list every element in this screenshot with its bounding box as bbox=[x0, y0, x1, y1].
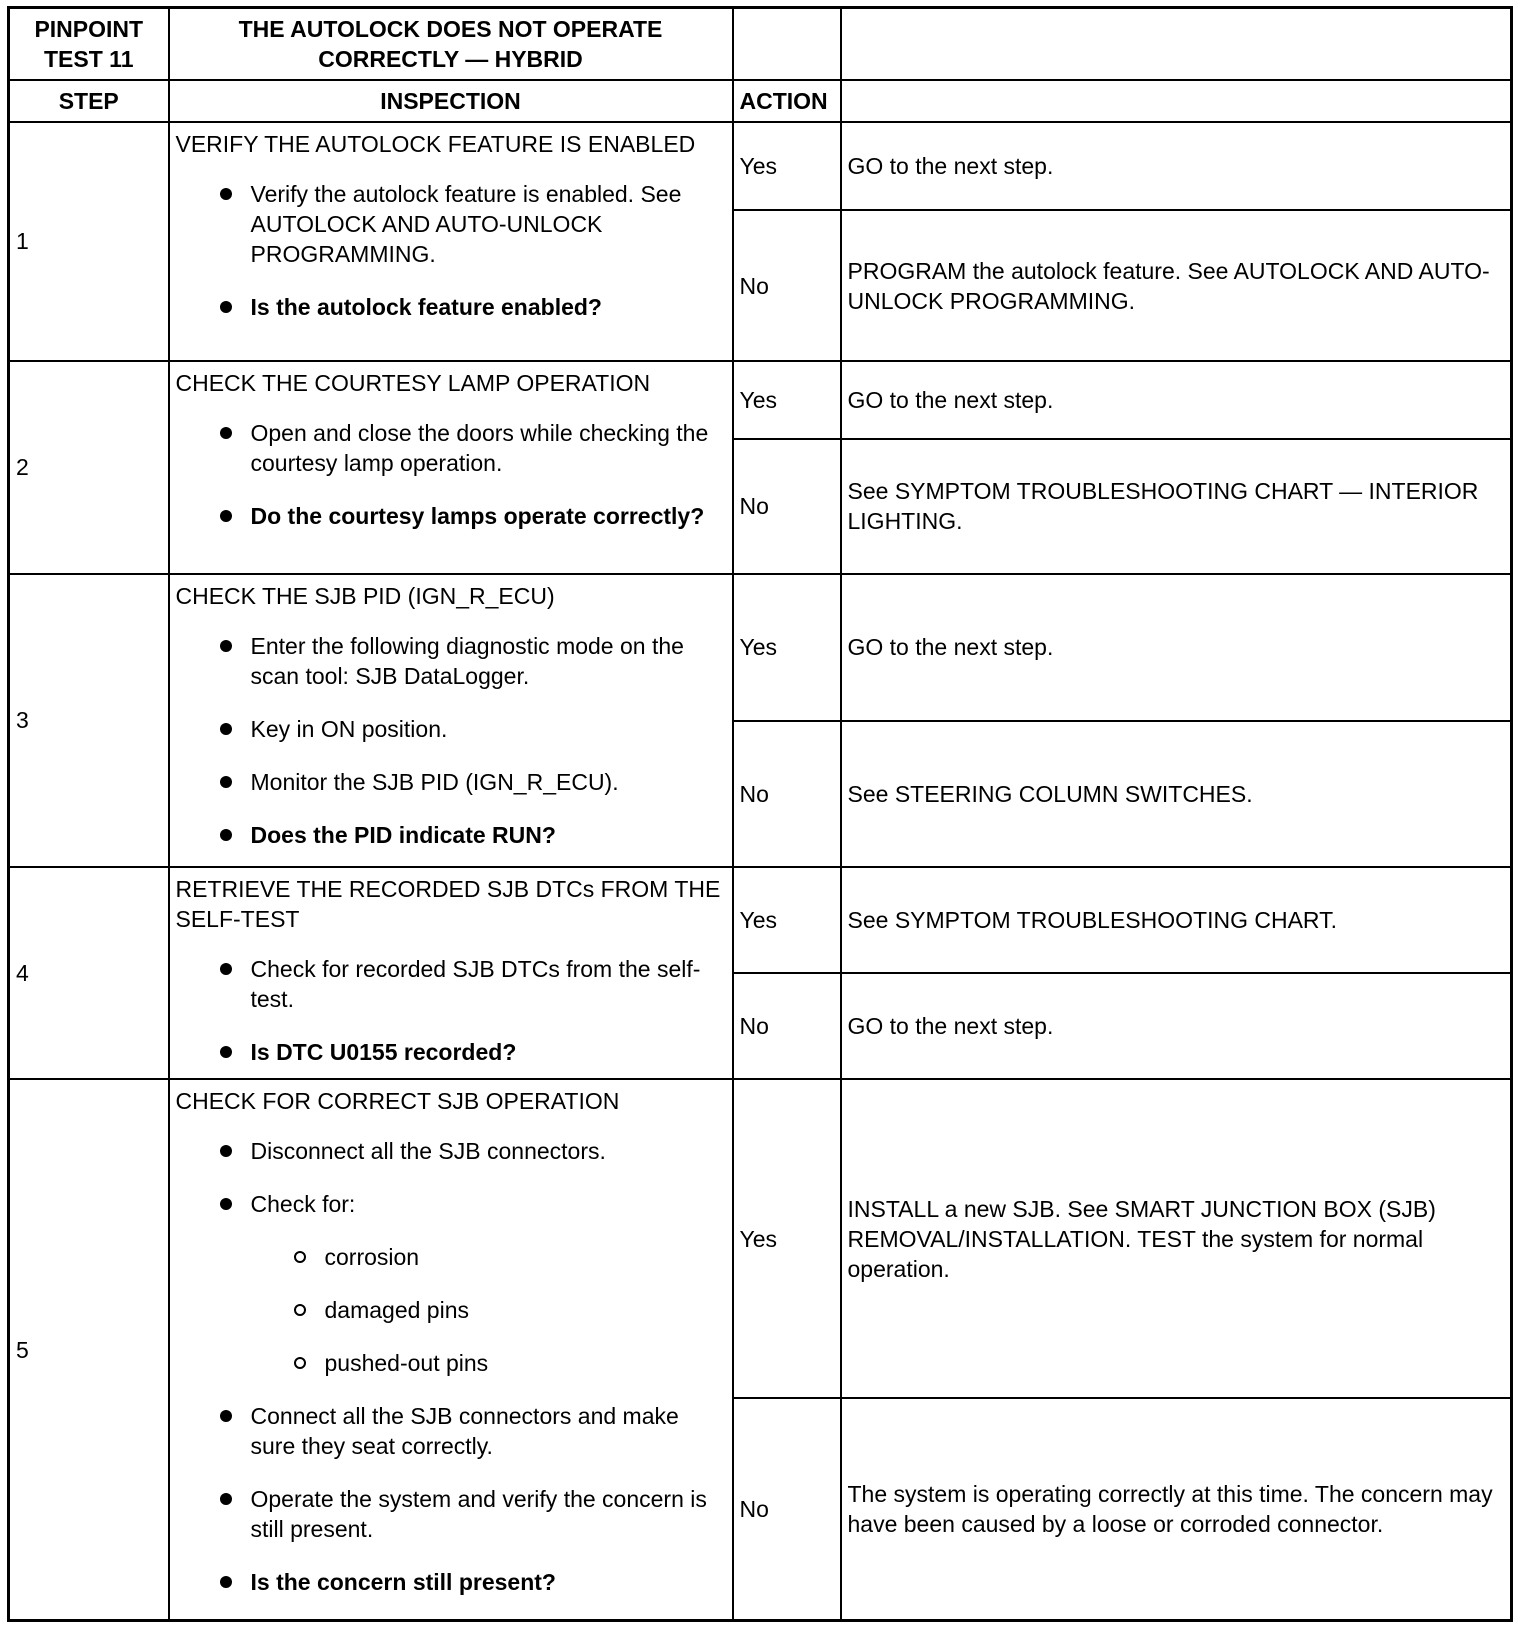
inspection-cell bbox=[169, 867, 733, 1079]
bullet-item: Connect all the SJB connectors and make sure they seat correctly. bbox=[220, 1401, 726, 1461]
title-blank-cell bbox=[733, 8, 841, 80]
question-item: Does the PID indicate RUN? bbox=[220, 820, 726, 850]
bullet-list bbox=[176, 418, 726, 531]
yes-action: GO to the next step. bbox=[841, 361, 1512, 439]
bullet-text: Check for: bbox=[250, 1191, 356, 1218]
yes-label: Yes bbox=[733, 867, 841, 973]
sub-bullet-item: pushed-out pins bbox=[294, 1348, 726, 1378]
bullet-item: Operate the system and verify the concern is still present. bbox=[220, 1484, 726, 1544]
bullet-item: Verify the autolock feature is enabled. See AUTOLOCK AND AUTO-UNLOCK PROGRAMMING. bbox=[220, 179, 726, 269]
step-title: CHECK THE COURTESY LAMP OPERATION bbox=[175, 370, 651, 397]
no-label: No bbox=[733, 210, 841, 361]
column-header-row bbox=[9, 80, 1512, 122]
no-label: No bbox=[733, 721, 841, 867]
bullet-list bbox=[176, 179, 726, 322]
no-action: See STEERING COLUMN SWITCHES. bbox=[841, 721, 1512, 867]
bullet-item: Disconnect all the SJB connectors. bbox=[220, 1136, 726, 1166]
sub-bullet-list bbox=[251, 1242, 726, 1378]
title-row bbox=[9, 8, 1512, 80]
bullet-item: Check for recorded SJB DTCs from the self-test. bbox=[220, 954, 726, 1014]
no-action: See SYMPTOM TROUBLESHOOTING CHART — INTERIOR LIGHTING. bbox=[841, 439, 1512, 573]
step-row bbox=[9, 574, 1512, 721]
sub-bullet-item: damaged pins bbox=[294, 1295, 726, 1325]
test-title: THE AUTOLOCK DOES NOT OPERATE CORRECTLY — HYBRID bbox=[169, 8, 733, 80]
question-item: Is the concern still present? bbox=[220, 1567, 726, 1597]
step-row bbox=[9, 122, 1512, 210]
bullet-list bbox=[176, 1136, 726, 1597]
bullet-item: Key in ON position. bbox=[220, 714, 726, 744]
action-column-header: ACTION bbox=[733, 80, 841, 122]
yes-action: See SYMPTOM TROUBLESHOOTING CHART. bbox=[841, 867, 1512, 973]
inspection-cell bbox=[169, 574, 733, 868]
no-action: PROGRAM the autolock feature. See AUTOLOCK AND AUTO-UNLOCK PROGRAMMING. bbox=[841, 210, 1512, 361]
yes-label: Yes bbox=[733, 122, 841, 210]
step-title: CHECK FOR CORRECT SJB OPERATION bbox=[175, 1088, 620, 1115]
yes-label: Yes bbox=[733, 1079, 841, 1398]
yes-action: GO to the next step. bbox=[841, 122, 1512, 210]
pinpoint-label: PINPOINT TEST 11 bbox=[9, 8, 169, 80]
step-number: 5 bbox=[9, 1079, 169, 1620]
no-label: No bbox=[733, 1398, 841, 1621]
step-number: 1 bbox=[9, 122, 169, 361]
step-row bbox=[9, 361, 1512, 439]
step-number: 2 bbox=[9, 361, 169, 573]
step-column-header: STEP bbox=[9, 80, 169, 122]
inspection-column-header: INSPECTION bbox=[169, 80, 733, 122]
step-number: 3 bbox=[9, 574, 169, 868]
no-label: No bbox=[733, 439, 841, 573]
no-action: The system is operating correctly at this time. The concern may have been caused by a loose or corroded connector. bbox=[841, 1398, 1512, 1621]
yes-action: INSTALL a new SJB. See SMART JUNCTION BOX (SJB) REMOVAL/INSTALLATION. TEST the system for normal operation. bbox=[841, 1079, 1512, 1398]
step-number: 4 bbox=[9, 867, 169, 1079]
header-blank-cell bbox=[841, 80, 1512, 122]
pinpoint-test-table bbox=[7, 6, 1513, 1622]
bullet-list bbox=[176, 631, 726, 850]
title-blank-cell bbox=[841, 8, 1512, 80]
step-title: VERIFY THE AUTOLOCK FEATURE IS ENABLED bbox=[175, 130, 696, 157]
yes-action: GO to the next step. bbox=[841, 574, 1512, 721]
question-item: Do the courtesy lamps operate correctly? bbox=[220, 501, 726, 531]
inspection-cell bbox=[169, 122, 733, 361]
yes-label: Yes bbox=[733, 574, 841, 721]
inspection-cell bbox=[169, 1079, 733, 1620]
no-action: GO to the next step. bbox=[841, 973, 1512, 1079]
yes-label: Yes bbox=[733, 361, 841, 439]
bullet-item-check-for bbox=[220, 1189, 726, 1378]
bullet-item: Open and close the doors while checking the courtesy lamp operation. bbox=[220, 418, 726, 478]
step-title: CHECK THE SJB PID (IGN_R_ECU) bbox=[175, 582, 555, 609]
question-item: Is DTC U0155 recorded? bbox=[220, 1037, 726, 1067]
step-title: RETRIEVE THE RECORDED SJB DTCs FROM THE SELF-TEST bbox=[175, 876, 721, 933]
step-row bbox=[9, 1079, 1512, 1398]
bullet-list bbox=[176, 954, 726, 1067]
bullet-item: Monitor the SJB PID (IGN_R_ECU). bbox=[220, 767, 726, 797]
sub-bullet-item: corrosion bbox=[294, 1242, 726, 1272]
inspection-cell bbox=[169, 361, 733, 573]
no-label: No bbox=[733, 973, 841, 1079]
question-item: Is the autolock feature enabled? bbox=[220, 292, 726, 322]
bullet-item: Enter the following diagnostic mode on the scan tool: SJB DataLogger. bbox=[220, 631, 726, 691]
step-row bbox=[9, 867, 1512, 973]
